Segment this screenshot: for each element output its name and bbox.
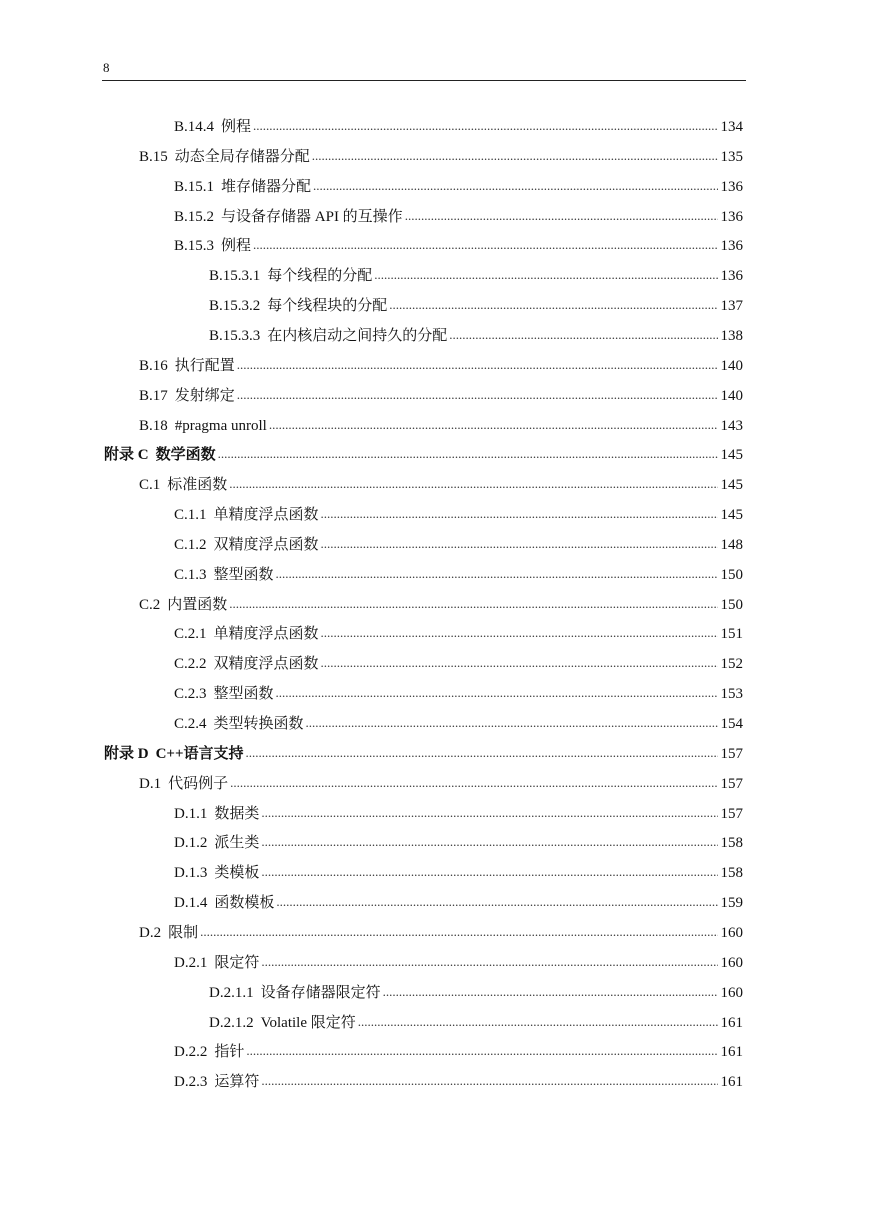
dot-leader [383,982,718,1002]
toc-entry[interactable] [174,1038,743,1062]
toc-entry-number: C.2.4 [174,716,207,732]
toc-entry[interactable] [209,979,743,1003]
toc-entry[interactable] [104,441,743,465]
toc-entry-number: C.2.2 [174,656,207,672]
toc-entry-page: 137 [720,298,743,314]
page-number: 8 [103,60,110,75]
toc-entry-page: 151 [720,626,743,642]
toc-entry-page: 161 [720,1015,743,1031]
toc-entry-number: B.16 [139,358,168,374]
toc-entry-page: 135 [720,149,743,165]
dot-leader [261,832,717,852]
toc-entry-page: 136 [720,179,743,195]
toc-entry-page: 159 [720,895,743,911]
toc-entry[interactable] [139,770,743,794]
toc-entry-number: B.15 [139,149,168,165]
toc-entry-page: 158 [720,865,743,881]
toc-entry-number: D.2.1.2 [209,1015,254,1031]
toc-entry-number: C.1.3 [174,567,207,583]
toc-entry[interactable] [174,650,743,674]
dot-leader [237,355,718,375]
toc-entry-page: 160 [720,955,743,971]
toc-entry-page: 160 [720,985,743,1001]
toc-entry-page: 152 [720,656,743,672]
toc-entry[interactable] [139,591,743,615]
dot-leader [321,623,718,643]
toc-entry-title: 双精度浮点函数 [213,537,319,553]
toc-entry-page: 136 [720,238,743,254]
toc-entry[interactable] [174,859,743,883]
toc-entry-title: 数据类 [214,806,260,822]
toc-entry-number: C.2 [139,597,161,613]
toc-entry-number: D.2 [139,925,162,941]
toc-entry-title: 动态全局存储器分配 [174,149,310,165]
dot-leader [321,534,718,554]
toc-entry[interactable] [174,203,743,227]
toc-entry-title: 限定符 [214,955,260,971]
dot-leader [229,594,717,614]
toc-entry-title: 在内核启动之间持久的分配 [267,328,448,344]
toc-entry-number: B.18 [139,418,168,434]
toc-entry[interactable] [174,1068,743,1092]
toc-entry-title: 发射绑定 [174,388,235,404]
toc-entry-number: C.2.3 [174,686,207,702]
toc-entry-number: C.1.1 [174,507,207,523]
toc-entry-page: 136 [720,268,743,284]
dot-leader [312,146,718,166]
toc-entry-page: 161 [720,1044,743,1060]
toc-entry[interactable] [209,322,743,346]
toc-entry-number: D.2.1.1 [209,985,254,1001]
toc-entry-title: 执行配置 [174,358,235,374]
dot-leader [306,713,718,733]
toc-entry[interactable] [174,232,743,256]
toc-entry-title: 例程 [221,238,252,254]
toc-entry-title: 运算符 [214,1074,260,1090]
toc-entry-page: 158 [720,835,743,851]
dot-leader [276,892,717,912]
toc-entry-number: B.15.3 [174,238,215,254]
toc-entry-title: Volatile 限定符 [260,1015,356,1031]
toc-entry-page: 145 [720,477,743,493]
toc-entry[interactable] [174,501,743,525]
toc-entry-number: D.1.4 [174,895,208,911]
toc-entry-page: 140 [720,358,743,374]
toc-entry[interactable] [174,949,743,973]
toc-entry-title: 与设备存储器 API 的互操作 [221,209,403,225]
toc-entry-title: 派生类 [214,835,260,851]
dot-leader [261,952,717,972]
toc-entry-number: B.17 [139,388,168,404]
toc-entry-page: 161 [720,1074,743,1090]
dot-leader [374,265,717,285]
dot-leader [218,444,718,464]
toc-entry[interactable] [139,471,743,495]
toc-entry[interactable] [174,710,743,734]
dot-leader [230,773,717,793]
toc-entry-title: 代码例子 [168,776,229,792]
toc-entry-page: 136 [720,209,743,225]
toc-entry-number: D.1.3 [174,865,208,881]
dot-leader [253,116,717,136]
toc-entry-title: 单精度浮点函数 [213,626,319,642]
toc-entry-number: C.2.1 [174,626,207,642]
toc-entry-page: 134 [720,119,743,135]
toc-entry-number: 附录 D [104,746,149,762]
dot-leader [321,653,718,673]
toc-entry-number: B.15.1 [174,179,215,195]
dot-leader [276,564,718,584]
toc-entry-title: 数学函数 [155,447,216,463]
toc-entry-number: D.2.3 [174,1074,208,1090]
toc-entry[interactable] [174,680,743,704]
toc-entry-number: B.15.3.1 [209,268,261,284]
toc-entry-page: 154 [720,716,743,732]
toc-entry-title: 限制 [168,925,199,941]
dot-leader [261,1071,717,1091]
toc-entry[interactable] [209,262,743,286]
toc-entry-title: 单精度浮点函数 [213,507,319,523]
dot-leader [229,474,717,494]
dot-leader [276,683,718,703]
toc-entry-number: D.1.1 [174,806,208,822]
toc-entry[interactable] [209,1009,743,1033]
dot-leader [405,206,718,226]
toc-entry-number: B.15.3.3 [209,328,261,344]
dot-leader [261,862,717,882]
header-rule [102,80,746,81]
toc-entry-page: 150 [720,567,743,583]
dot-leader [261,803,717,823]
dot-leader [269,415,718,435]
toc-entry-title: 类型转换函数 [213,716,304,732]
toc-entry-number: B.14.4 [174,119,215,135]
toc-entry-page: 150 [720,597,743,613]
toc-entry-title: 例程 [221,119,252,135]
toc-entry[interactable] [174,829,743,853]
toc-entry-title: 每个线程块的分配 [267,298,388,314]
toc-entry[interactable] [104,740,743,764]
toc-entry-title: 堆存储器分配 [221,179,312,195]
toc-entry-page: 160 [720,925,743,941]
toc-entry-title: #pragma unroll [174,418,267,434]
toc-entry[interactable] [174,620,743,644]
toc-entry[interactable] [174,113,743,137]
toc-entry-number: C.1.2 [174,537,207,553]
toc-entry-number: B.15.3.2 [209,298,261,314]
toc-entry-title: 指针 [214,1044,245,1060]
toc-entry[interactable] [139,143,743,167]
toc-entry-page: 143 [720,418,743,434]
dot-leader [237,385,718,405]
toc-entry-title: 双精度浮点函数 [213,656,319,672]
toc-entry-title: 类模板 [214,865,260,881]
dot-leader [321,504,718,524]
toc-entry[interactable] [174,800,743,824]
toc-entry-page: 157 [720,806,743,822]
toc-entry-number: B.15.2 [174,209,215,225]
toc-entry[interactable] [174,531,743,555]
toc-entry[interactable] [139,382,743,406]
toc-entry[interactable] [174,173,743,197]
toc-entry[interactable] [139,352,743,376]
toc-entry-page: 138 [720,328,743,344]
dot-leader [449,325,717,345]
dot-leader [358,1012,718,1032]
toc-entry-page: 140 [720,388,743,404]
toc-entry[interactable] [174,889,743,913]
toc-entry-number: D.1.2 [174,835,208,851]
toc-entry-page: 153 [720,686,743,702]
toc-entry-page: 157 [720,746,743,762]
toc-entry[interactable] [174,561,743,585]
dot-leader [246,1041,717,1061]
toc-entry-page: 148 [720,537,743,553]
toc-entry-title: C++语言支持 [155,746,244,762]
toc-entry[interactable] [139,412,743,436]
toc-entry-number: C.1 [139,477,161,493]
dot-leader [313,176,717,196]
toc-entry-page: 145 [720,507,743,523]
toc-entry-number: D.2.1 [174,955,208,971]
toc-entry-title: 每个线程的分配 [267,268,373,284]
toc-entry-title: 整型函数 [213,686,274,702]
toc-entry-title: 标准函数 [167,477,228,493]
toc-entry[interactable] [209,292,743,316]
dot-leader [253,235,717,255]
toc-entry-page: 157 [720,776,743,792]
toc-entry[interactable] [139,919,743,943]
toc-entry-number: D.1 [139,776,162,792]
toc-entry-page: 145 [720,447,743,463]
toc-entry-number: D.2.2 [174,1044,208,1060]
toc-entry-title: 内置函数 [167,597,228,613]
toc-entry-title: 设备存储器限定符 [260,985,381,1001]
toc-entry-title: 整型函数 [213,567,274,583]
toc-entry-number: 附录 C [104,447,149,463]
toc-entry-title: 函数模板 [214,895,275,911]
dot-leader [389,295,717,315]
dot-leader [200,922,717,942]
dot-leader [246,743,718,763]
